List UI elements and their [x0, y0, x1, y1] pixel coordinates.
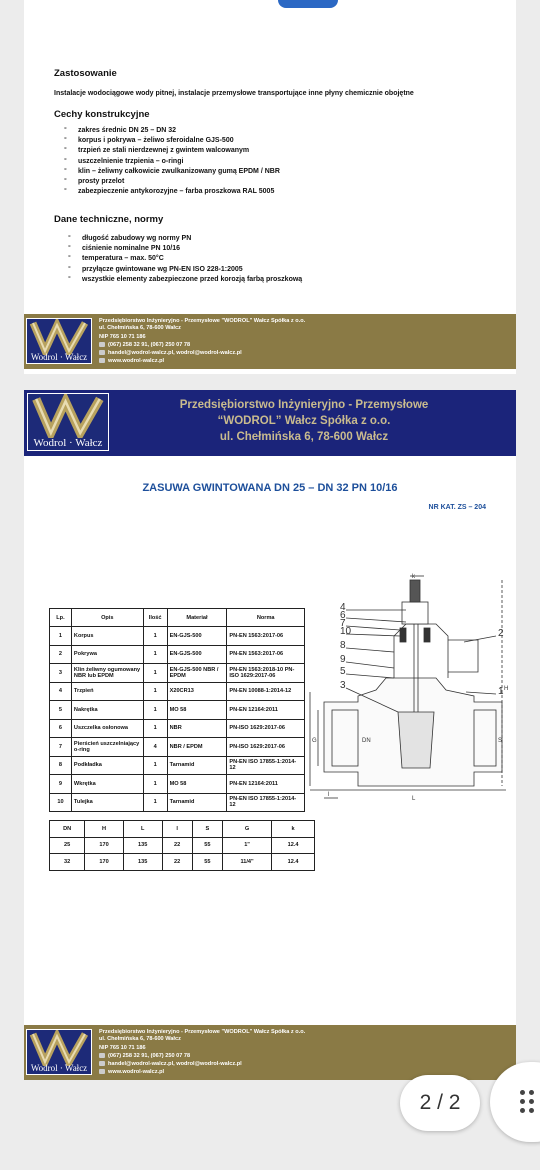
- table-cell: Uszczelka osłonowa: [71, 719, 143, 738]
- table-cell: 1: [143, 793, 167, 812]
- valve-technical-drawing: [306, 572, 512, 804]
- table-cell: Wkrętka: [71, 775, 143, 794]
- drawing-label: l: [328, 792, 330, 798]
- table-cell: 2: [50, 645, 72, 664]
- table-cell: MO 58: [167, 775, 227, 794]
- table-cell: PN-EN ISO 17855-1:2014-12: [227, 756, 305, 775]
- footer-company: Przedsiębiorstwo Inżynieryjno - Przemysłowe "WODROL" Wałcz Spółka z o.o.: [99, 318, 306, 324]
- page-header: [24, 390, 516, 456]
- list-item: ° długość zabudowy wg normy PN: [68, 234, 302, 244]
- table-row: [50, 756, 305, 775]
- table-row: [50, 719, 305, 738]
- footer-nip: NIP 765 10 71 186: [99, 334, 146, 340]
- cechy-heading: Cechy konstrukcyjne: [54, 109, 150, 120]
- dimensions-table: [49, 820, 315, 871]
- footer-www-text: www.wodrol-walcz.pl: [108, 358, 165, 364]
- table-cell: 135: [123, 837, 162, 854]
- table-row: [50, 775, 305, 794]
- column-header: S: [192, 821, 222, 838]
- table-cell: Pokrywa: [71, 645, 143, 664]
- table-cell: PN-EN 12164:2011: [227, 775, 305, 794]
- globe-icon: [99, 358, 105, 363]
- table-row: [50, 627, 305, 646]
- footer-company: Przedsiębiorstwo Inżynieryjno - Przemysłowe "WODROL" Wałcz Spółka z o.o.: [99, 1029, 306, 1035]
- table-cell: PN-EN 1563:2017-06: [227, 645, 305, 664]
- table-cell: PN-ISO 1629:2017-06: [227, 738, 305, 757]
- document-title: ZASUWA GWINTOWANA DN 25 – DN 32 PN 10/16: [142, 482, 398, 494]
- column-header: DN: [50, 821, 85, 838]
- drawing-label: k: [412, 574, 415, 580]
- catalog-number: NR KAT. ZS – 204: [428, 504, 486, 511]
- document-page-1: [24, 0, 516, 374]
- table-cell: NBR / EPDM: [167, 738, 227, 757]
- footer-email-text: handel@wodrol-walcz.pl, wodrol@wodrol-walcz.pl: [108, 1061, 242, 1067]
- zastosowanie-text: Instalacje wodociągowe wody pitnej, instalacje przemysłowe transportujące inne płyny chemicznie obojętne: [54, 90, 414, 97]
- dimensions-table-body: [50, 837, 315, 870]
- list-item: ° zabezpieczenie antykorozyjne – farba proszkowa RAL 5005: [64, 187, 280, 197]
- drawing-label: 3: [340, 680, 346, 691]
- list-item: ° trzpień ze stali nierdzewnej z gwintem walcowanym: [64, 146, 280, 156]
- drawing-label: 10: [340, 626, 352, 637]
- table-cell: PN-EN 1563:2017-06: [227, 627, 305, 646]
- column-header: k: [272, 821, 315, 838]
- footer-phone-text: (067) 258 32 91, (067) 250 07 78: [108, 1053, 191, 1059]
- list-item: ° klin – żeliwny całkowicie zwulkanizowany gumą EPDM / NBR: [64, 167, 280, 177]
- table-row: [50, 682, 305, 701]
- drawing-label: 1: [498, 686, 504, 697]
- footer-www-text: www.wodrol-walcz.pl: [108, 1069, 165, 1075]
- table-cell: 1: [143, 756, 167, 775]
- email-icon: [99, 1061, 105, 1066]
- table-cell: 3: [50, 664, 72, 683]
- page-footer: [24, 1025, 516, 1080]
- wodrol-logo: [26, 1029, 92, 1075]
- drawing-label: S: [498, 738, 503, 744]
- footer-www[interactable]: [99, 1069, 164, 1075]
- table-cell: 1: [143, 775, 167, 794]
- table-cell: 10: [50, 793, 72, 812]
- header-line-3: ul. Chełmińska 6, 78-600 Wałcz: [219, 431, 389, 443]
- table-cell: X20CR13: [167, 682, 227, 701]
- globe-icon: [99, 1069, 105, 1074]
- page-indicator[interactable]: 2 / 2: [400, 1075, 480, 1131]
- table-cell: Podkładka: [71, 756, 143, 775]
- column-header: Opis: [71, 609, 143, 627]
- phone-icon: [99, 342, 105, 347]
- parts-table-body: [50, 627, 305, 812]
- table-cell: Tarnamid: [167, 756, 227, 775]
- footer-nip: NIP 765 10 71 186: [99, 1045, 146, 1051]
- table-cell: 6: [50, 719, 72, 738]
- column-header: Ilość: [143, 609, 167, 627]
- table-row: [50, 645, 305, 664]
- page-footer: [24, 314, 516, 369]
- column-header: Norma: [227, 609, 305, 627]
- dane-heading: Dane techniczne, normy: [54, 214, 164, 225]
- table-cell: 4: [143, 738, 167, 757]
- table-cell: NBR: [167, 719, 227, 738]
- table-cell: EN-GJS-500 NBR / EPDM: [167, 664, 227, 683]
- document-page-2: [24, 390, 516, 1080]
- drawing-label: 5: [340, 666, 346, 677]
- table-cell: 25: [50, 837, 85, 854]
- list-item: ° przyłącze gwintowane wg PN-EN ISO 228-1:2005: [68, 265, 302, 275]
- table-cell: 1: [143, 719, 167, 738]
- table-cell: 7: [50, 738, 72, 757]
- table-cell: 9: [50, 775, 72, 794]
- drawing-label: 8: [340, 640, 346, 651]
- table-cell: 11/4": [223, 854, 272, 871]
- column-header: Materiał: [167, 609, 227, 627]
- column-header: l: [162, 821, 192, 838]
- table-row: [50, 837, 315, 854]
- table-cell: 1": [223, 837, 272, 854]
- list-item: ° korpus i pokrywa – żeliwo sferoidalne GJS-500: [64, 136, 280, 146]
- logo-text: Wodrol · Wałcz: [33, 437, 103, 449]
- footer-phone: [99, 1053, 190, 1059]
- table-cell: PN-EN 1563:2018-10 PN-ISO 1629:2017-06: [227, 664, 305, 683]
- list-item: ° ciśnienie nominalne PN 10/16: [68, 244, 302, 254]
- table-cell: 1: [143, 701, 167, 720]
- table-row: [50, 701, 305, 720]
- table-cell: Pierścień uszczelniający o-ring: [71, 738, 143, 757]
- table-cell: MO 58: [167, 701, 227, 720]
- table-row: [50, 793, 305, 812]
- table-cell: 12.4: [272, 837, 315, 854]
- list-item: ° prosty przelot: [64, 177, 280, 187]
- footer-address: ul. Chełmińska 6, 78-600 Wałcz: [99, 325, 181, 331]
- footer-phone-text: (067) 258 32 91, (067) 250 07 78: [108, 342, 191, 348]
- list-item: ° temperatura – max. 50°C: [68, 254, 302, 264]
- table-cell: 1: [143, 664, 167, 683]
- table-row: [50, 664, 305, 683]
- column-header: Lp.: [50, 609, 72, 627]
- column-header: G: [223, 821, 272, 838]
- logo-text: Wodrol · Wałcz: [30, 1063, 88, 1073]
- footer-email-text: handel@wodrol-walcz.pl, wodrol@wodrol-walcz.pl: [108, 350, 242, 356]
- table-cell: 55: [192, 837, 222, 854]
- drawing-label: 6: [340, 610, 346, 621]
- column-header: L: [123, 821, 162, 838]
- zastosowanie-heading: Zastosowanie: [54, 68, 117, 79]
- table-cell: EN-GJS-500: [167, 645, 227, 664]
- table-cell: EN-GJS-500: [167, 627, 227, 646]
- drawing-label: 4: [340, 602, 346, 613]
- table-cell: 1: [50, 627, 72, 646]
- table-cell: Nakrętka: [71, 701, 143, 720]
- table-cell: 32: [50, 854, 85, 871]
- table-cell: 22: [162, 837, 192, 854]
- table-cell: PN-ISO 1629:2017-06: [227, 719, 305, 738]
- column-header: H: [85, 821, 124, 838]
- table-cell: 12.4: [272, 854, 315, 871]
- table-cell: 1: [143, 682, 167, 701]
- table-cell: 1: [143, 645, 167, 664]
- table-cell: 170: [85, 837, 124, 854]
- list-item: ° uszczelnienie trzpienia – o-ringi: [64, 157, 280, 167]
- table-cell: 8: [50, 756, 72, 775]
- table-cell: Korpus: [71, 627, 143, 646]
- drawing-label: 7: [340, 618, 346, 629]
- table-cell: 4: [50, 682, 72, 701]
- table-cell: 22: [162, 854, 192, 871]
- product-image-fragment: [278, 0, 338, 8]
- email-icon: [99, 350, 105, 355]
- wodrol-logo-mark: [28, 394, 108, 438]
- table-cell: PN-EN 12164:2011: [227, 701, 305, 720]
- footer-email[interactable]: [99, 350, 242, 356]
- table-cell: PN-EN 10088-1:2014-12: [227, 682, 305, 701]
- wodrol-logo-mark: [27, 1030, 91, 1066]
- list-item: ° wszystkie elementy zabezpieczone przed korozją farbą proszkową: [68, 275, 302, 285]
- table-row: [50, 738, 305, 757]
- footer-www[interactable]: [99, 358, 164, 364]
- table-cell: Tulejka: [71, 793, 143, 812]
- table-cell: 55: [192, 854, 222, 871]
- footer-address: ul. Chełmińska 6, 78-600 Wałcz: [99, 1036, 181, 1042]
- table-cell: Klin żeliwny ogumowany NBR lub EPDM: [71, 664, 143, 683]
- table-row: [50, 854, 315, 871]
- footer-phone: [99, 342, 190, 348]
- logo-text: Wodrol · Wałcz: [30, 352, 88, 362]
- table-cell: Tarnamid: [167, 793, 227, 812]
- table-cell: 1: [143, 627, 167, 646]
- drawing-label: 2: [498, 628, 504, 639]
- table-cell: PN-EN ISO 17855-1:2014-12: [227, 793, 305, 812]
- table-cell: 135: [123, 854, 162, 871]
- drawing-label: G: [312, 738, 317, 744]
- wodrol-logo: [27, 393, 109, 451]
- table-cell: Trzpień: [71, 682, 143, 701]
- drawing-label: 9: [340, 654, 346, 665]
- wodrol-logo: [26, 318, 92, 364]
- drawing-label: L: [412, 796, 416, 802]
- footer-email[interactable]: [99, 1061, 242, 1067]
- header-line-2: “WODROL” Wałcz Spółka z o.o.: [217, 415, 391, 427]
- wodrol-logo-mark: [27, 319, 91, 355]
- header-line-1: Przedsiębiorstwo Inżynieryjno - Przemysłowe: [179, 399, 429, 411]
- cechy-list: [64, 126, 280, 197]
- list-item: ° zakres średnic DN 25 – DN 32: [64, 126, 280, 136]
- table-cell: 170: [85, 854, 124, 871]
- phone-icon: [99, 1053, 105, 1058]
- drawing-label: H: [504, 686, 509, 692]
- parts-table: [49, 608, 305, 812]
- drawing-label: DN: [362, 738, 371, 744]
- dane-list: [68, 234, 302, 285]
- table-cell: 5: [50, 701, 72, 720]
